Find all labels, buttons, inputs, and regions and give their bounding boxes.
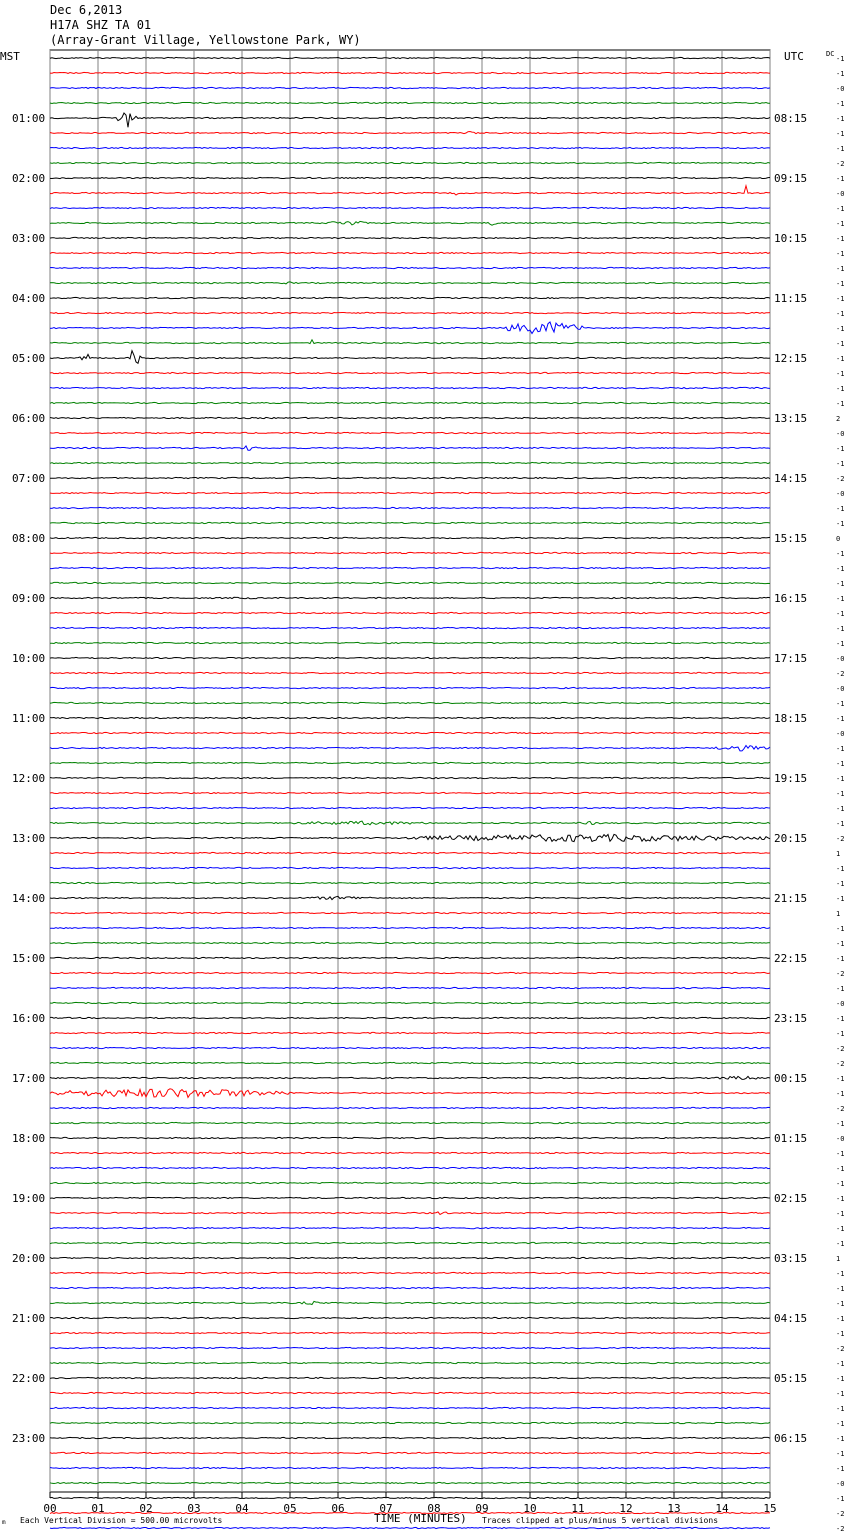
- x-tick-label: 04: [235, 1502, 249, 1515]
- trace-line: [50, 762, 770, 763]
- x-tick-label: 09: [475, 1502, 489, 1515]
- dc-offset-label: -1: [836, 985, 845, 993]
- division-note: Each Vertical Division = 500.00 microvolts: [20, 1516, 223, 1525]
- dc-offset-label: -1: [836, 1210, 845, 1218]
- trace-line: [50, 1362, 770, 1363]
- trace-line: [50, 312, 770, 313]
- trace-line: [50, 462, 770, 463]
- trace-line: [50, 237, 770, 238]
- dc-offset-label: -1: [836, 1120, 845, 1128]
- trace-line: [50, 942, 770, 943]
- trace-line: [50, 186, 770, 195]
- dc-offset-label: -1: [836, 1405, 845, 1413]
- trace-line: [50, 1407, 770, 1408]
- trace-line: [50, 1257, 770, 1258]
- x-tick-label: 13: [667, 1502, 681, 1515]
- mst-hour-label: 13:00: [12, 832, 46, 845]
- trace-line: [50, 687, 770, 688]
- trace-line: [50, 372, 770, 373]
- trace-line: [50, 597, 770, 599]
- trace-line: [50, 351, 770, 364]
- dc-offset-label: -1: [836, 310, 845, 318]
- trace-line: [50, 1017, 770, 1018]
- dc-offset-label: -1: [836, 400, 845, 408]
- trace-line: [50, 417, 770, 418]
- x-tick-label: 00: [43, 1502, 57, 1515]
- dc-offset-label: -1: [836, 325, 845, 333]
- mst-hour-label: 19:00: [12, 1192, 46, 1205]
- trace-line: [50, 1002, 770, 1003]
- utc-hour-label: 18:15: [774, 712, 808, 725]
- trace-line: [50, 340, 770, 344]
- station-location: (Array-Grant Village, Yellowstone Park, WY): [50, 33, 361, 47]
- trace-line: [50, 432, 770, 433]
- dc-offset-label: -2: [836, 1060, 845, 1068]
- trace-line: [50, 1242, 770, 1243]
- dc-offset-label: -1: [836, 175, 845, 183]
- trace-line: [50, 507, 770, 508]
- trace-line: [50, 1437, 770, 1438]
- trace-line: [50, 792, 770, 793]
- trace-line: [50, 1182, 770, 1183]
- dc-offset-label: -1: [836, 550, 845, 558]
- dc-offset-label: -1: [836, 940, 845, 948]
- dc-offset-label: 1: [836, 1255, 841, 1263]
- trace-line: [50, 1047, 770, 1048]
- trace-line: [50, 252, 770, 253]
- dc-offset-label: -2: [836, 835, 845, 843]
- trace-line: [50, 882, 770, 883]
- utc-hour-label: 19:15: [774, 772, 808, 785]
- plot-frame: [50, 50, 770, 1492]
- x-tick-label: 15: [763, 1502, 777, 1515]
- dc-offset-label: -1: [836, 1420, 845, 1428]
- dc-offset-label: -1: [836, 235, 845, 243]
- dc-offset-label: -1: [836, 700, 845, 708]
- dc-offset-label: -2: [836, 160, 845, 168]
- trace-line: [50, 147, 770, 148]
- dc-offset-label: -2: [836, 1525, 845, 1533]
- utc-hour-label: 01:15: [774, 1132, 808, 1145]
- dc-offset-label: -1: [836, 520, 845, 528]
- trace-line: [50, 1197, 770, 1198]
- x-tick-label: 03: [187, 1502, 201, 1515]
- dc-offset-label: -1: [836, 1450, 845, 1458]
- right-axis-label: UTC: [784, 50, 804, 63]
- dc-offset-label: -2: [836, 1105, 845, 1113]
- utc-hour-label: 14:15: [774, 472, 808, 485]
- x-axis-label: TIME (MINUTES): [374, 1512, 467, 1525]
- dc-offset-label: 1: [836, 910, 841, 918]
- utc-hour-label: 05:15: [774, 1372, 808, 1385]
- dc-offset-label: -0: [836, 1000, 845, 1008]
- mst-hour-label: 12:00: [12, 772, 46, 785]
- trace-line: [50, 927, 770, 929]
- trace-line: [50, 177, 770, 178]
- trace-line: [50, 1089, 770, 1098]
- trace-line: [50, 297, 770, 298]
- utc-hour-label: 20:15: [774, 832, 808, 845]
- trace-line: [50, 1152, 770, 1153]
- trace-line: [50, 1422, 770, 1423]
- dc-offset-label: -0: [836, 430, 845, 438]
- mst-hour-label: 01:00: [12, 112, 46, 125]
- trace-line: [50, 1137, 770, 1138]
- mst-hour-label: 10:00: [12, 652, 46, 665]
- dc-label: DC: [826, 50, 835, 58]
- mst-hour-label: 21:00: [12, 1312, 46, 1325]
- trace-line: [50, 537, 770, 538]
- trace-line: [50, 113, 770, 127]
- dc-offset-label: -1: [836, 1435, 845, 1443]
- dc-offset-label: 2: [836, 415, 841, 423]
- dc-offset-label: -1: [836, 145, 845, 153]
- dc-offset-label: -1: [836, 805, 845, 813]
- trace-line: [50, 1482, 770, 1483]
- dc-offset-label: -1: [836, 445, 845, 453]
- dc-offset-label: -1: [836, 1180, 845, 1188]
- dc-offset-label: -1: [836, 865, 845, 873]
- dc-offset-label: -1: [836, 580, 845, 588]
- trace-line: [50, 1377, 770, 1378]
- trace-line: [50, 1301, 770, 1304]
- utc-hour-label: 21:15: [774, 892, 808, 905]
- utc-hour-label: 13:15: [774, 412, 808, 425]
- trace-line: [50, 657, 770, 658]
- dc-offset-label: -1: [836, 1465, 845, 1473]
- dc-offset-label: -1: [836, 1075, 845, 1083]
- utc-hour-label: 00:15: [774, 1072, 808, 1085]
- dc-offset-label: -1: [836, 505, 845, 513]
- dc-offset-label: -1: [836, 925, 845, 933]
- dc-offset-label: -1: [836, 1090, 845, 1098]
- dc-offset-label: -0: [836, 685, 845, 693]
- trace-line: [50, 387, 770, 388]
- dc-offset-label: -1: [836, 625, 845, 633]
- dc-offset-label: -1: [836, 610, 845, 618]
- dc-offset-label: -1: [836, 1225, 845, 1233]
- trace-line: [50, 1452, 770, 1453]
- dc-offset-label: -1: [836, 1285, 845, 1293]
- dc-offset-label: -1: [836, 340, 845, 348]
- utc-hour-label: 02:15: [774, 1192, 808, 1205]
- trace-line: [50, 1467, 770, 1468]
- trace-line: [50, 896, 770, 899]
- dc-offset-label: -1: [836, 1360, 845, 1368]
- trace-line: [50, 522, 770, 523]
- mst-hour-label: 14:00: [12, 892, 46, 905]
- title-date: Dec 6,2013: [50, 3, 123, 17]
- dc-offset-label: -1: [836, 1390, 845, 1398]
- dc-offset-label: -1: [836, 1030, 845, 1038]
- dc-offset-label: -1: [836, 955, 845, 963]
- dc-offset-label: -0: [836, 190, 845, 198]
- dc-offset-label: -1: [836, 565, 845, 573]
- trace-line: [50, 821, 770, 825]
- dc-offset-label: -1: [836, 355, 845, 363]
- trace-line: [50, 446, 770, 450]
- dc-offset-label: -1: [836, 715, 845, 723]
- dc-offset-label: -1: [836, 880, 845, 888]
- dc-offset-label: -1: [836, 1195, 845, 1203]
- dc-offset-label: -1: [836, 460, 845, 468]
- dc-offset-label: -1: [836, 1150, 845, 1158]
- trace-line: [50, 162, 770, 163]
- trace-line: [50, 972, 770, 973]
- trace-line: [50, 567, 770, 568]
- dc-offset-label: -1: [836, 70, 845, 78]
- dc-offset-label: -1: [836, 1315, 845, 1323]
- x-tick-label: 07: [379, 1502, 393, 1515]
- trace-line: [50, 746, 770, 751]
- seismic-traces: [50, 57, 770, 1534]
- dc-offset-label: -1: [836, 220, 845, 228]
- mst-hour-label: 08:00: [12, 532, 46, 545]
- trace-line: [50, 672, 770, 673]
- dc-offset-label: -0: [836, 730, 845, 738]
- trace-line: [50, 852, 770, 853]
- trace-line: [50, 1167, 770, 1168]
- trace-line: [50, 1032, 770, 1033]
- utc-hour-label: 12:15: [774, 352, 808, 365]
- dc-offset-label: -1: [836, 55, 845, 63]
- dc-offset-label: -1: [836, 1300, 845, 1308]
- mst-hour-label: 20:00: [12, 1252, 46, 1265]
- utc-hour-label: 22:15: [774, 952, 808, 965]
- x-tick-label: 06: [331, 1502, 345, 1515]
- mst-hour-label: 06:00: [12, 412, 46, 425]
- trace-line: [50, 57, 770, 58]
- trace-line: [50, 72, 770, 73]
- dc-offset-label: -1: [836, 1270, 845, 1278]
- trace-line: [50, 732, 770, 733]
- trace-line: [50, 1332, 770, 1333]
- dc-offset-label: -1: [836, 820, 845, 828]
- station-code: H17A SHZ TA 01: [50, 18, 152, 32]
- dc-offset-label: -2: [836, 1045, 845, 1053]
- clip-note: Traces clipped at plus/minus 5 vertical divisions: [482, 1516, 719, 1525]
- mst-hour-label: 03:00: [12, 232, 46, 245]
- dc-offset-label: -2: [836, 475, 845, 483]
- trace-line: [50, 1527, 770, 1528]
- utc-hour-label: 11:15: [774, 292, 808, 305]
- dc-offset-label: 1: [836, 850, 841, 858]
- dc-offset-label: -1: [836, 760, 845, 768]
- trace-line: [50, 912, 770, 913]
- trace-line: [50, 702, 770, 703]
- mst-hour-label: 15:00: [12, 952, 46, 965]
- dc-offset-label: -0: [836, 1480, 845, 1488]
- trace-line: [50, 834, 770, 841]
- mst-hour-label: 09:00: [12, 592, 46, 605]
- x-tick-label: 01: [91, 1502, 105, 1515]
- mst-hour-label: 16:00: [12, 1012, 46, 1025]
- x-tick-label: 02: [139, 1502, 153, 1515]
- mst-hour-label: 02:00: [12, 172, 46, 185]
- utc-hour-label: 16:15: [774, 592, 808, 605]
- utc-hour-label: 10:15: [774, 232, 808, 245]
- utc-hour-label: 06:15: [774, 1432, 808, 1445]
- x-tick-label: 11: [571, 1502, 585, 1515]
- dc-offset-label: -1: [836, 1015, 845, 1023]
- dc-offset-label: -0: [836, 655, 845, 663]
- dc-offset-label: -0: [836, 490, 845, 498]
- trace-line: [50, 867, 770, 868]
- trace-line: [50, 1122, 770, 1123]
- trace-line: [50, 1287, 770, 1288]
- dc-offset-label: -1: [836, 1375, 845, 1383]
- trace-line: [50, 402, 770, 403]
- mst-hour-label: 22:00: [12, 1372, 46, 1385]
- mst-hour-label: 05:00: [12, 352, 46, 365]
- dc-offset-label: 0: [836, 535, 841, 543]
- dc-offset-label: -1: [836, 115, 845, 123]
- x-tick-label: 14: [715, 1502, 729, 1515]
- dc-offset-label: -1: [836, 130, 845, 138]
- trace-line: [50, 777, 770, 778]
- trace-line: [50, 1317, 770, 1318]
- trace-line: [50, 717, 770, 718]
- dc-offset-label: -1: [836, 895, 845, 903]
- trace-line: [50, 1272, 770, 1273]
- x-tick-label: 08: [427, 1502, 441, 1515]
- dc-offset-label: -1: [836, 385, 845, 393]
- trace-line: [50, 807, 770, 808]
- dc-offset-label: -1: [836, 265, 845, 273]
- x-tick-label: 10: [523, 1502, 537, 1515]
- dc-offset-label: -2: [836, 1510, 845, 1518]
- trace-line: [50, 1107, 770, 1108]
- utc-hour-label: 08:15: [774, 112, 808, 125]
- utc-hour-label: 03:15: [774, 1252, 808, 1265]
- trace-line: [50, 1347, 770, 1348]
- x-tick-label: 12: [619, 1502, 633, 1515]
- dc-offset-label: -1: [836, 280, 845, 288]
- trace-line: [50, 1497, 770, 1498]
- trace-line: [50, 552, 770, 553]
- mst-hour-label: 07:00: [12, 472, 46, 485]
- mst-hour-label: 04:00: [12, 292, 46, 305]
- corner-mark: m: [2, 1519, 6, 1526]
- mst-hour-label: 18:00: [12, 1132, 46, 1145]
- trace-line: [50, 612, 770, 613]
- trace-line: [50, 282, 770, 284]
- dc-offset-label: -1: [836, 745, 845, 753]
- dc-offset-label: -1: [836, 1495, 845, 1503]
- dc-offset-label: -1: [836, 1330, 845, 1338]
- trace-line: [50, 477, 770, 478]
- trace-line: [50, 102, 770, 103]
- dc-offset-label: -2: [836, 1345, 845, 1353]
- mst-hour-label: 23:00: [12, 1432, 46, 1445]
- trace-line: [50, 87, 770, 88]
- utc-hour-label: 17:15: [774, 652, 808, 665]
- trace-line: [50, 1212, 770, 1215]
- dc-offset-label: -1: [836, 100, 845, 108]
- mst-hour-label: 17:00: [12, 1072, 46, 1085]
- trace-line: [50, 132, 770, 134]
- trace-line: [50, 1076, 770, 1079]
- dc-offset-label: -0: [836, 1135, 845, 1143]
- trace-line: [50, 642, 770, 643]
- utc-hour-label: 23:15: [774, 1012, 808, 1025]
- mst-hour-label: 11:00: [12, 712, 46, 725]
- utc-hour-label: 04:15: [774, 1312, 808, 1325]
- dc-offset-label: -1: [836, 370, 845, 378]
- trace-line: [50, 221, 770, 225]
- dc-offset-label: -1: [836, 1165, 845, 1173]
- trace-line: [50, 1062, 770, 1063]
- trace-line: [50, 627, 770, 628]
- dc-offset-label: -1: [836, 790, 845, 798]
- trace-line: [50, 582, 770, 583]
- dc-offset-label: -1: [836, 295, 845, 303]
- trace-line: [50, 322, 770, 334]
- dc-offset-label: -1: [836, 775, 845, 783]
- x-tick-label: 05: [283, 1502, 297, 1515]
- dc-offset-label: -1: [836, 640, 845, 648]
- dc-offset-label: -0: [836, 85, 845, 93]
- dc-offset-label: -2: [836, 670, 845, 678]
- trace-line: [50, 267, 770, 268]
- dc-offset-label: -2: [836, 970, 845, 978]
- trace-line: [50, 987, 770, 988]
- dc-offset-label: -1: [836, 1240, 845, 1248]
- trace-line: [50, 1227, 770, 1228]
- utc-hour-label: 15:15: [774, 532, 808, 545]
- trace-line: [50, 492, 770, 493]
- left-axis-label: MST: [0, 50, 20, 63]
- dc-offset-label: -1: [836, 250, 845, 258]
- trace-line: [50, 957, 770, 958]
- trace-line: [50, 1392, 770, 1393]
- dc-offset-label: -1: [836, 595, 845, 603]
- dc-offset-label: -1: [836, 205, 845, 213]
- trace-line: [50, 207, 770, 208]
- utc-hour-label: 09:15: [774, 172, 808, 185]
